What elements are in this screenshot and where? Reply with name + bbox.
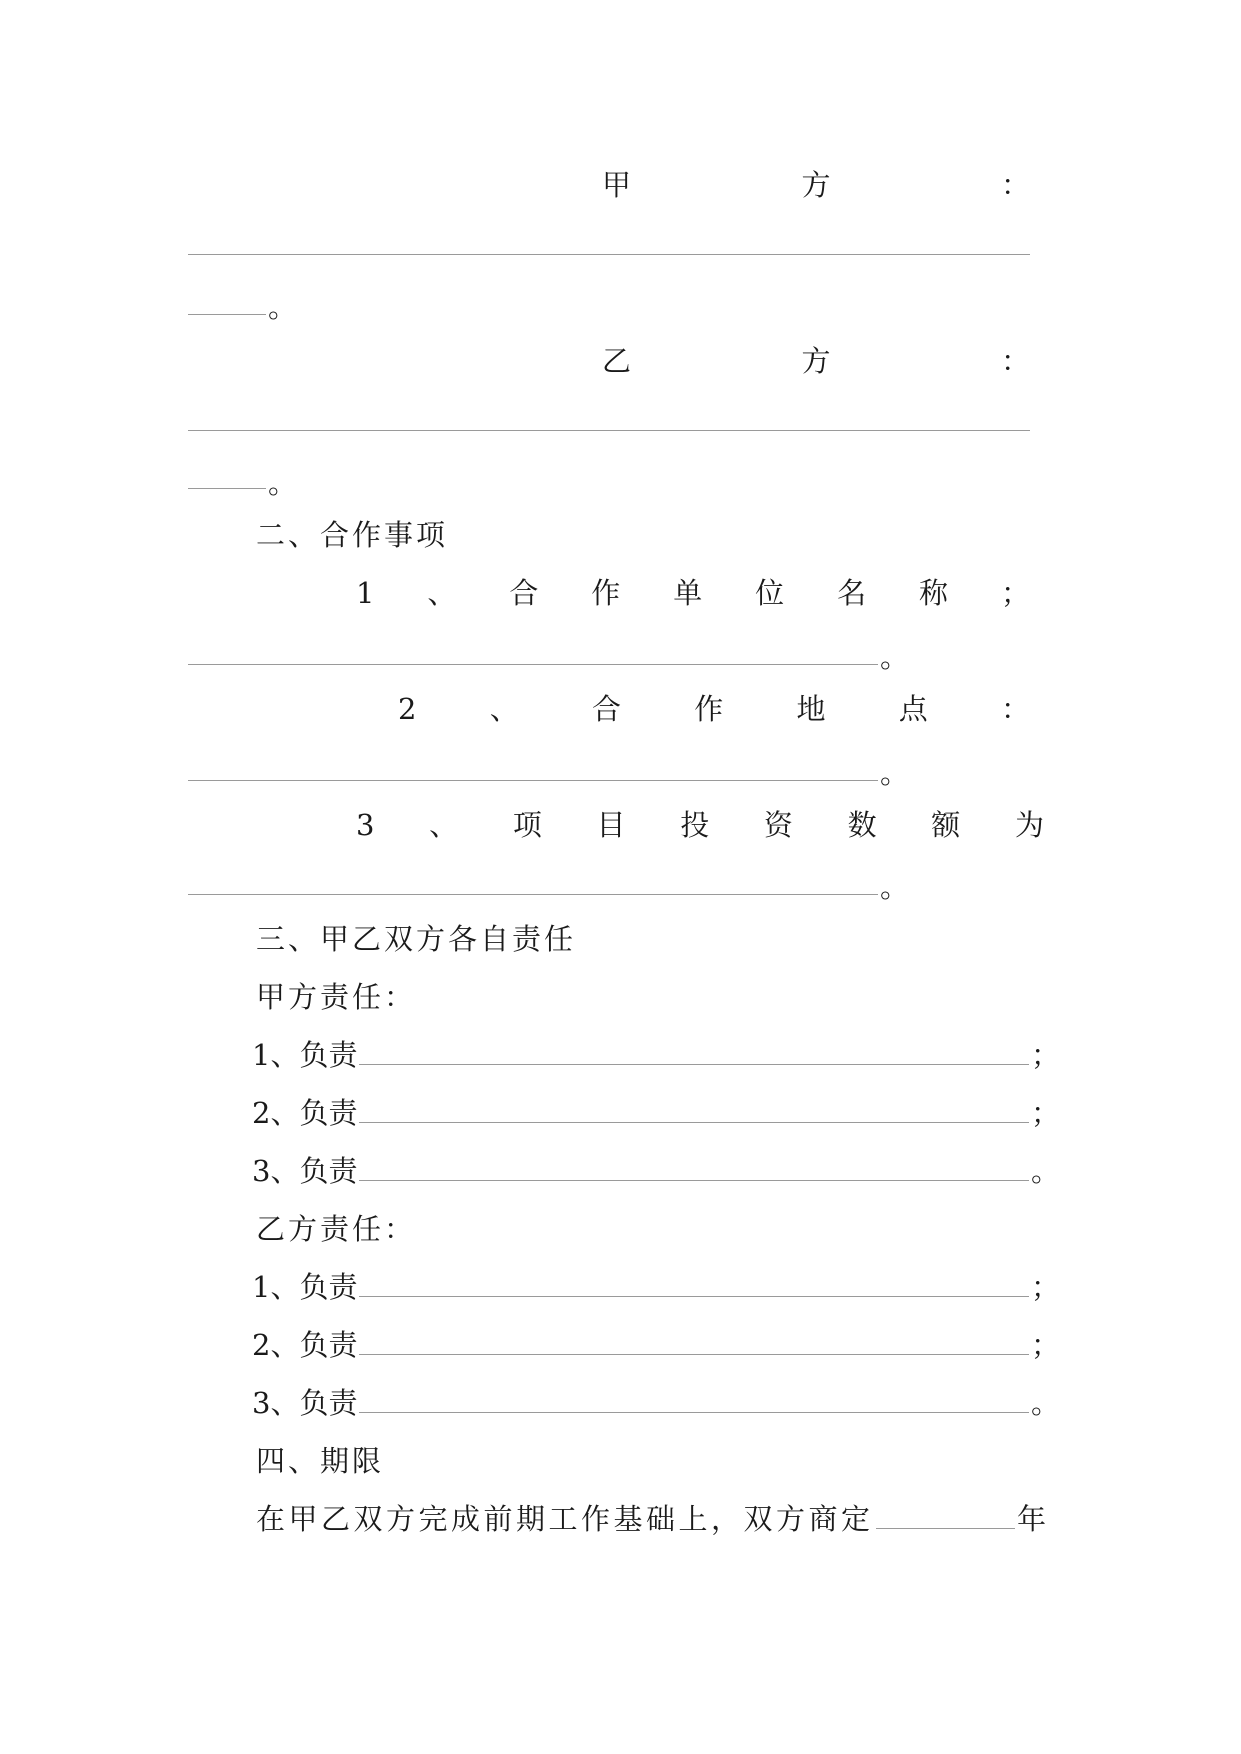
item-2-label: 2 、 合 作 地 点 ： — [398, 692, 1030, 726]
term-line: 在甲乙双方完成前期工作基础上，双方商定 年 — [256, 1502, 1046, 1536]
party-b-blank-line-2 — [188, 488, 266, 489]
party-b-blank-line-1 — [188, 430, 1030, 431]
section-4-heading: 四、期限 — [256, 1444, 385, 1478]
party-b-duty-3: 3、负责 。 — [252, 1386, 1060, 1420]
party-b-duty-1-blank — [359, 1296, 1029, 1297]
party-a-duties-title: 甲方责任： — [256, 980, 417, 1014]
party-a-duty-2: 2、负责 ； — [252, 1096, 1060, 1130]
party-b-duty-1: 1、负责 ； — [252, 1270, 1060, 1304]
item-1-blank-line — [188, 664, 878, 665]
item-3-blank-line — [188, 894, 878, 895]
party-a-duty-2-blank — [359, 1122, 1029, 1123]
item-2-blank-line — [188, 780, 878, 781]
party-b-duty-2: 2、负责 ； — [252, 1328, 1060, 1362]
party-b-end-mark: 。 — [268, 466, 298, 500]
section-2-heading: 二、合作事项 — [256, 518, 449, 552]
item-3-label: 3 、 项 目 投 资 数 额 为 — [356, 808, 1044, 842]
term-year-blank — [876, 1528, 1015, 1529]
section-3-heading: 三、甲乙双方各自责任 — [256, 922, 577, 956]
item-1-end-mark: 。 — [880, 640, 910, 674]
party-b-duty-3-blank — [359, 1412, 1029, 1413]
party-a-duty-1: 1、负责 ； — [252, 1038, 1060, 1072]
party-b-label: 乙 方 ： — [602, 344, 1030, 378]
party-b-duties-title: 乙方责任： — [256, 1212, 417, 1246]
party-a-label: 甲 方 ： — [602, 168, 1030, 202]
party-a-end-mark: 。 — [268, 290, 298, 324]
party-a-duty-3-blank — [359, 1180, 1029, 1181]
party-a-blank-line-2 — [188, 314, 266, 315]
party-b-duty-2-blank — [359, 1354, 1029, 1355]
item-3-end-mark: 。 — [880, 870, 910, 904]
party-a-blank-line-1 — [188, 254, 1030, 255]
party-a-duty-3: 3、负责 。 — [252, 1154, 1060, 1188]
item-2-end-mark: 。 — [880, 756, 910, 790]
party-a-duty-1-blank — [359, 1064, 1029, 1065]
item-1-label: 1 、 合 作 单 位 名 称 ； — [356, 576, 1030, 610]
